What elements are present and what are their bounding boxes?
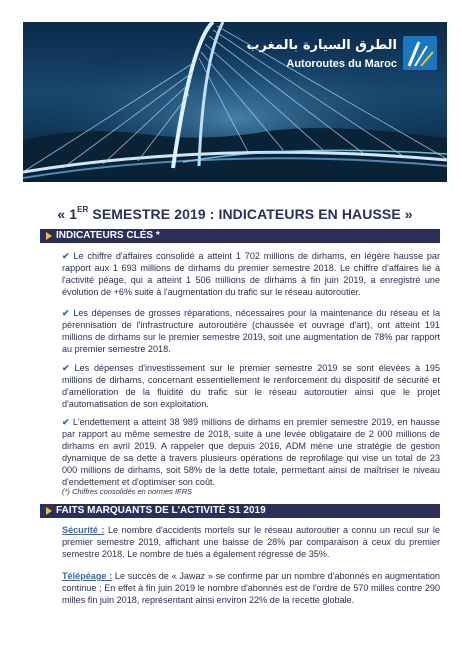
indicator-paragraph bbox=[62, 307, 440, 355]
title-rest: SEMESTRE 2019 : INDICATEURS EN HAUSSE » bbox=[88, 206, 413, 222]
paragraph-text: L'endettement a atteint 38 989 millions de dirhams en premier semestre 2019, en hausse par rapport au même semestre de 2018, suite à une levée obligataire de 2 000 millions de dirhams en avril 2019. A rappeler que depuis 2016, ADM mène une stratégie de gestion dynamique de sa dette à travers plusieurs opérations de reprofilage qui vise un total de 23 000 millions de dirhams, soit 58% de la dette totale, permettant ainsi de maîtriser le niveau d'endettement et d'optimiser son coût. bbox=[62, 417, 440, 487]
logo-latin-text: Autoroutes du Maroc bbox=[286, 58, 397, 70]
paragraph-text: Les dépenses de grosses réparations, nécessaires pour la maintenance du réseau et la pérennisation de l'infrastructure autoroutière (chaussée et ouvrage d'art), ont atteint 191 millions de dirhams sur le premier semestre 2019, soit une augmentation de 78% par rapport au premier semestre 2018. bbox=[62, 308, 440, 354]
section-heading-text: INDICATEURS CLÉS * bbox=[56, 230, 160, 241]
triangle-marker-icon bbox=[46, 507, 52, 515]
logo-mark-icon bbox=[403, 36, 437, 70]
company-logo bbox=[246, 32, 441, 80]
paragraph-text: Le chiffre d'affaires consolidé a atteint 1 702 millions de dirhams, en légère hausse par rapport aux 1 693 millions de dirhams du premier semestre 2018. Le chiffre d'affaires lié à l'activité péage, qui a atteint 1 506 millions de dirhams à fin juin 2019, a enregistré une évolution de +6% suite à l'augmentation du trafic sur le réseau autoroutier. bbox=[62, 251, 440, 297]
paragraph-text: Les dépenses d'investissement sur le premier semestre 2019 se sont élevées à 195 millions de dirhams, concernant essentiellement le renforcement du dispositif de sécurité et d'amélioration de la fluidité du trafic sur le réseau autoroutier ainsi que le projet d'automatisation de son exploitation. bbox=[62, 363, 441, 409]
checkmark-icon: ✔ bbox=[62, 417, 70, 427]
section-header-faits-marquants bbox=[40, 504, 440, 518]
indicator-paragraph bbox=[62, 250, 440, 298]
header-banner bbox=[23, 22, 447, 182]
paragraph-text: Le succès de « Jawaz » se confirme par un nombre d'abonnés en augmentation continue ; En effet à fin juin 2019 le nombre d'abonnés est de l'ordre de 570 milles contre 290 milles fin juin 2018, représentant ainsi environ 22% de la recette globale. bbox=[62, 571, 440, 605]
paragraph-text: Le nombre d'accidents mortels sur le réseau autoroutier a connu un recul sur le premier semestre 2019, affichant une baisse de 28% par comparaison à ceux du premier semestre 2018. Le nombre de tués a également régressé de 35%. bbox=[62, 525, 440, 559]
checkmark-icon: ✔ bbox=[62, 308, 70, 318]
logo-arabic-text: الطرق السيارة بالمغرب bbox=[246, 38, 397, 53]
checkmark-icon: ✔ bbox=[62, 363, 70, 373]
title-ordinal: ER bbox=[77, 205, 89, 215]
section-heading-text: FAITS MARQUANTS DE L'ACTIVITÉ S1 2019 bbox=[56, 505, 266, 516]
indicator-paragraph bbox=[62, 362, 440, 410]
indicator-paragraph bbox=[62, 416, 440, 488]
highlight-paragraph bbox=[62, 570, 440, 606]
checkmark-icon: ✔ bbox=[62, 251, 70, 261]
footnote: (*) Chiffres consolidés en normes IFRS bbox=[62, 487, 193, 496]
page-title bbox=[23, 206, 447, 222]
triangle-marker-icon bbox=[46, 232, 52, 240]
section-header-indicateurs bbox=[40, 229, 440, 243]
highlight-paragraph bbox=[62, 524, 440, 560]
highlight-label: Sécurité : bbox=[62, 525, 105, 535]
title-prefix: « 1 bbox=[57, 206, 78, 222]
highlight-label: Télépéage : bbox=[62, 571, 113, 581]
